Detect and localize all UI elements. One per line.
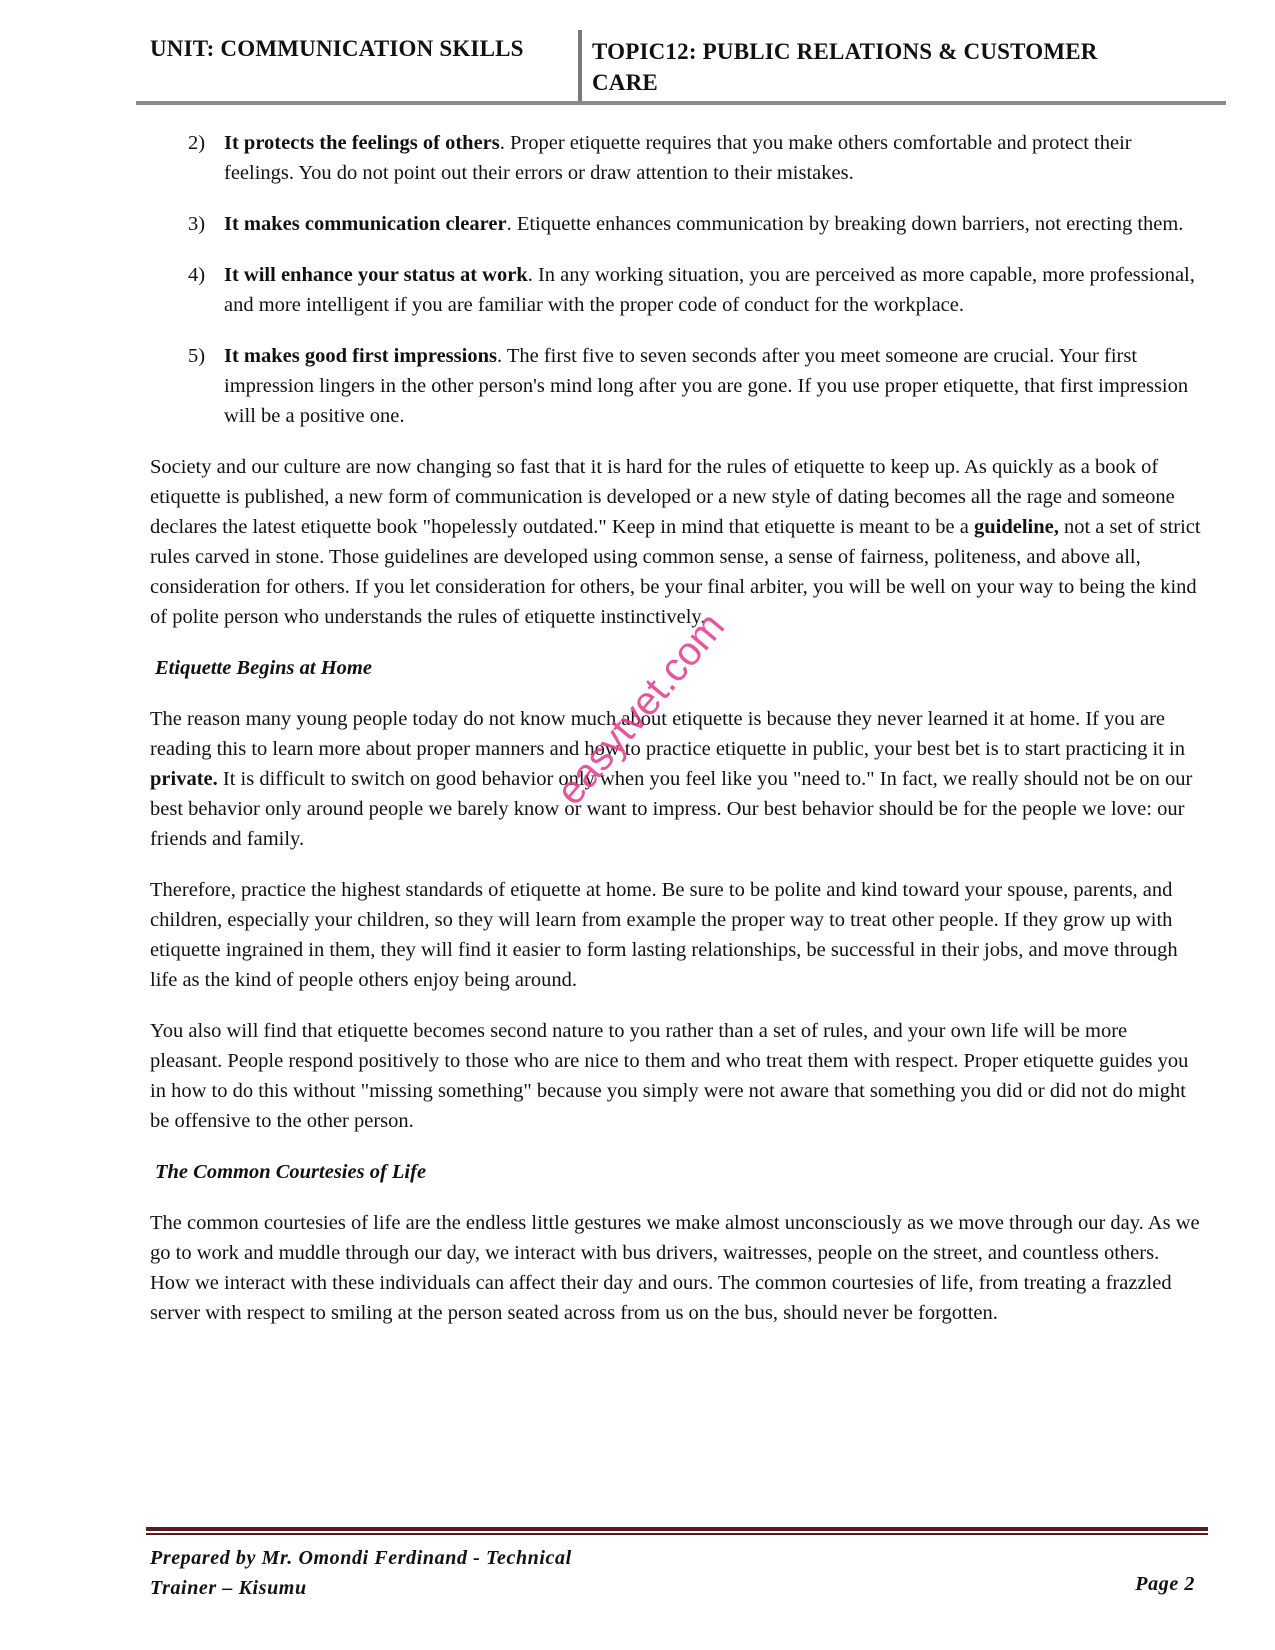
- section-heading-courtesies: The Common Courtesies of Life: [155, 1161, 427, 1183]
- paragraph-young-people: [150, 704, 1202, 854]
- topic-title: TOPIC12: PUBLIC RELATIONS & CUSTOMER CARE: [592, 39, 1098, 95]
- list-item-title: It protects the feelings of others: [224, 132, 500, 154]
- list-item-text: . The first five to seven seconds after you meet someone are crucial. Your first impression lingers in the other person's mind long after you are gone. If you use proper etiquette, that first impression will be a positive one.: [224, 345, 1189, 427]
- footer-rule-thin: [146, 1533, 1208, 1535]
- paragraph-text: not a set of strict rules carved in stone. Those guidelines are developed using common sense, a sense of fairness, politeness, and above all, consideration for others. If you let consideration for others, be your final arbiter, you will be well on your way to being the kind of polite person who understands the rules of etiquette instinctively.: [150, 516, 1201, 628]
- paragraph-text: Society and our culture are now changing so fast that it is hard for the rules of etiquette to keep up. As quickly as a book of etiquette is published, a new form of communication is developed or a new style of dating becomes all the rage and someone declares the latest etiquette book "hopelessly outdated." Keep in mind that etiquette is meant to be a: [150, 456, 1175, 538]
- header-rule: [136, 101, 1226, 105]
- page-number: Page 2: [1135, 1573, 1195, 1595]
- header-divider: [578, 30, 582, 102]
- paragraph-text: It is difficult to switch on good behavior only when you feel like you "need to." In fact, we really should not be on our best behavior only around people we barely know or want to impress. Our best behavior should be for the people we love: our friends and family.: [150, 768, 1193, 850]
- list-number: 4): [188, 264, 206, 286]
- footer-line-2: Trainer – Kisumu: [150, 1577, 307, 1599]
- unit-title: UNIT: COMMUNICATION SKILLS: [150, 36, 524, 61]
- footer-line-1: Prepared by Mr. Omondi Ferdinand - Technical: [150, 1547, 572, 1569]
- list-item: [150, 260, 1202, 320]
- list-item: [150, 341, 1202, 431]
- list-item-title: It makes communication clearer: [224, 213, 507, 235]
- list-number: 3): [188, 213, 206, 235]
- paragraph-practice-home: Therefore, practice the highest standards of etiquette at home. Be sure to be polite and kind toward your spouse, parents, and children, especially your children, so they will learn from example the proper way to treat other people. If they grow up with etiquette ingrained in them, they will find it easier to form lasting relationships, be successful in their jobs, and move through life as the kind of people others enjoy being around.: [150, 879, 1178, 991]
- paragraph-second-nature: You also will find that etiquette becomes second nature to you rather than a set of rules, and your own life will be more pleasant. People respond positively to those who are nice to them and who treat them with respect. Proper etiquette guides you in how to do this without "missing something" because you simply were not aware that something you did or did not do might be offensive to the other person.: [150, 1020, 1189, 1132]
- paragraph-bold-term: private.: [150, 768, 218, 790]
- footer-credits: [150, 1543, 572, 1603]
- benefits-list: [150, 128, 1202, 431]
- list-item-text: . Proper etiquette requires that you make others comfortable and protect their feelings. You do not point out their errors or draw attention to their mistakes.: [224, 132, 1132, 184]
- list-number: 2): [188, 132, 206, 154]
- list-item-title: It will enhance your status at work: [224, 264, 528, 286]
- section-heading-home: Etiquette Begins at Home: [155, 657, 372, 679]
- paragraph-society: [150, 452, 1202, 632]
- paragraph-text: The reason many young people today do not know much about etiquette is because they never learned it at home. If you are reading this to learn more about proper manners and how to practice etiquette in public, your best bet is to start practicing it in: [150, 708, 1185, 760]
- list-item: [150, 209, 1202, 239]
- list-item-text: . Etiquette enhances communication by breaking down barriers, not erecting them.: [506, 213, 1184, 235]
- footer-rule: [146, 1527, 1208, 1531]
- watermark: easytvet.com: [548, 604, 734, 814]
- list-number: 5): [188, 345, 206, 367]
- list-item-text: . In any working situation, you are perceived as more capable, more professional, and more intelligent if you are familiar with the proper code of conduct for the workplace.: [224, 264, 1195, 316]
- paragraph-bold-term: guideline,: [973, 516, 1059, 538]
- page-header: [136, 30, 1226, 102]
- list-item: [150, 128, 1202, 188]
- page-content: [150, 128, 1202, 1349]
- list-item-title: It makes good first impressions: [224, 345, 497, 367]
- paragraph-courtesies: The common courtesies of life are the endless little gestures we make almost unconsciously as we move through our day. As we go to work and muddle through our day, we interact with bus drivers, waitresses, people on the street, and countless others. How we interact with these individuals can affect their day and ours. The common courtesies of life, from treating a frazzled server with respect to smiling at the person seated across from us on the bus, should never be forgotten.: [150, 1212, 1200, 1324]
